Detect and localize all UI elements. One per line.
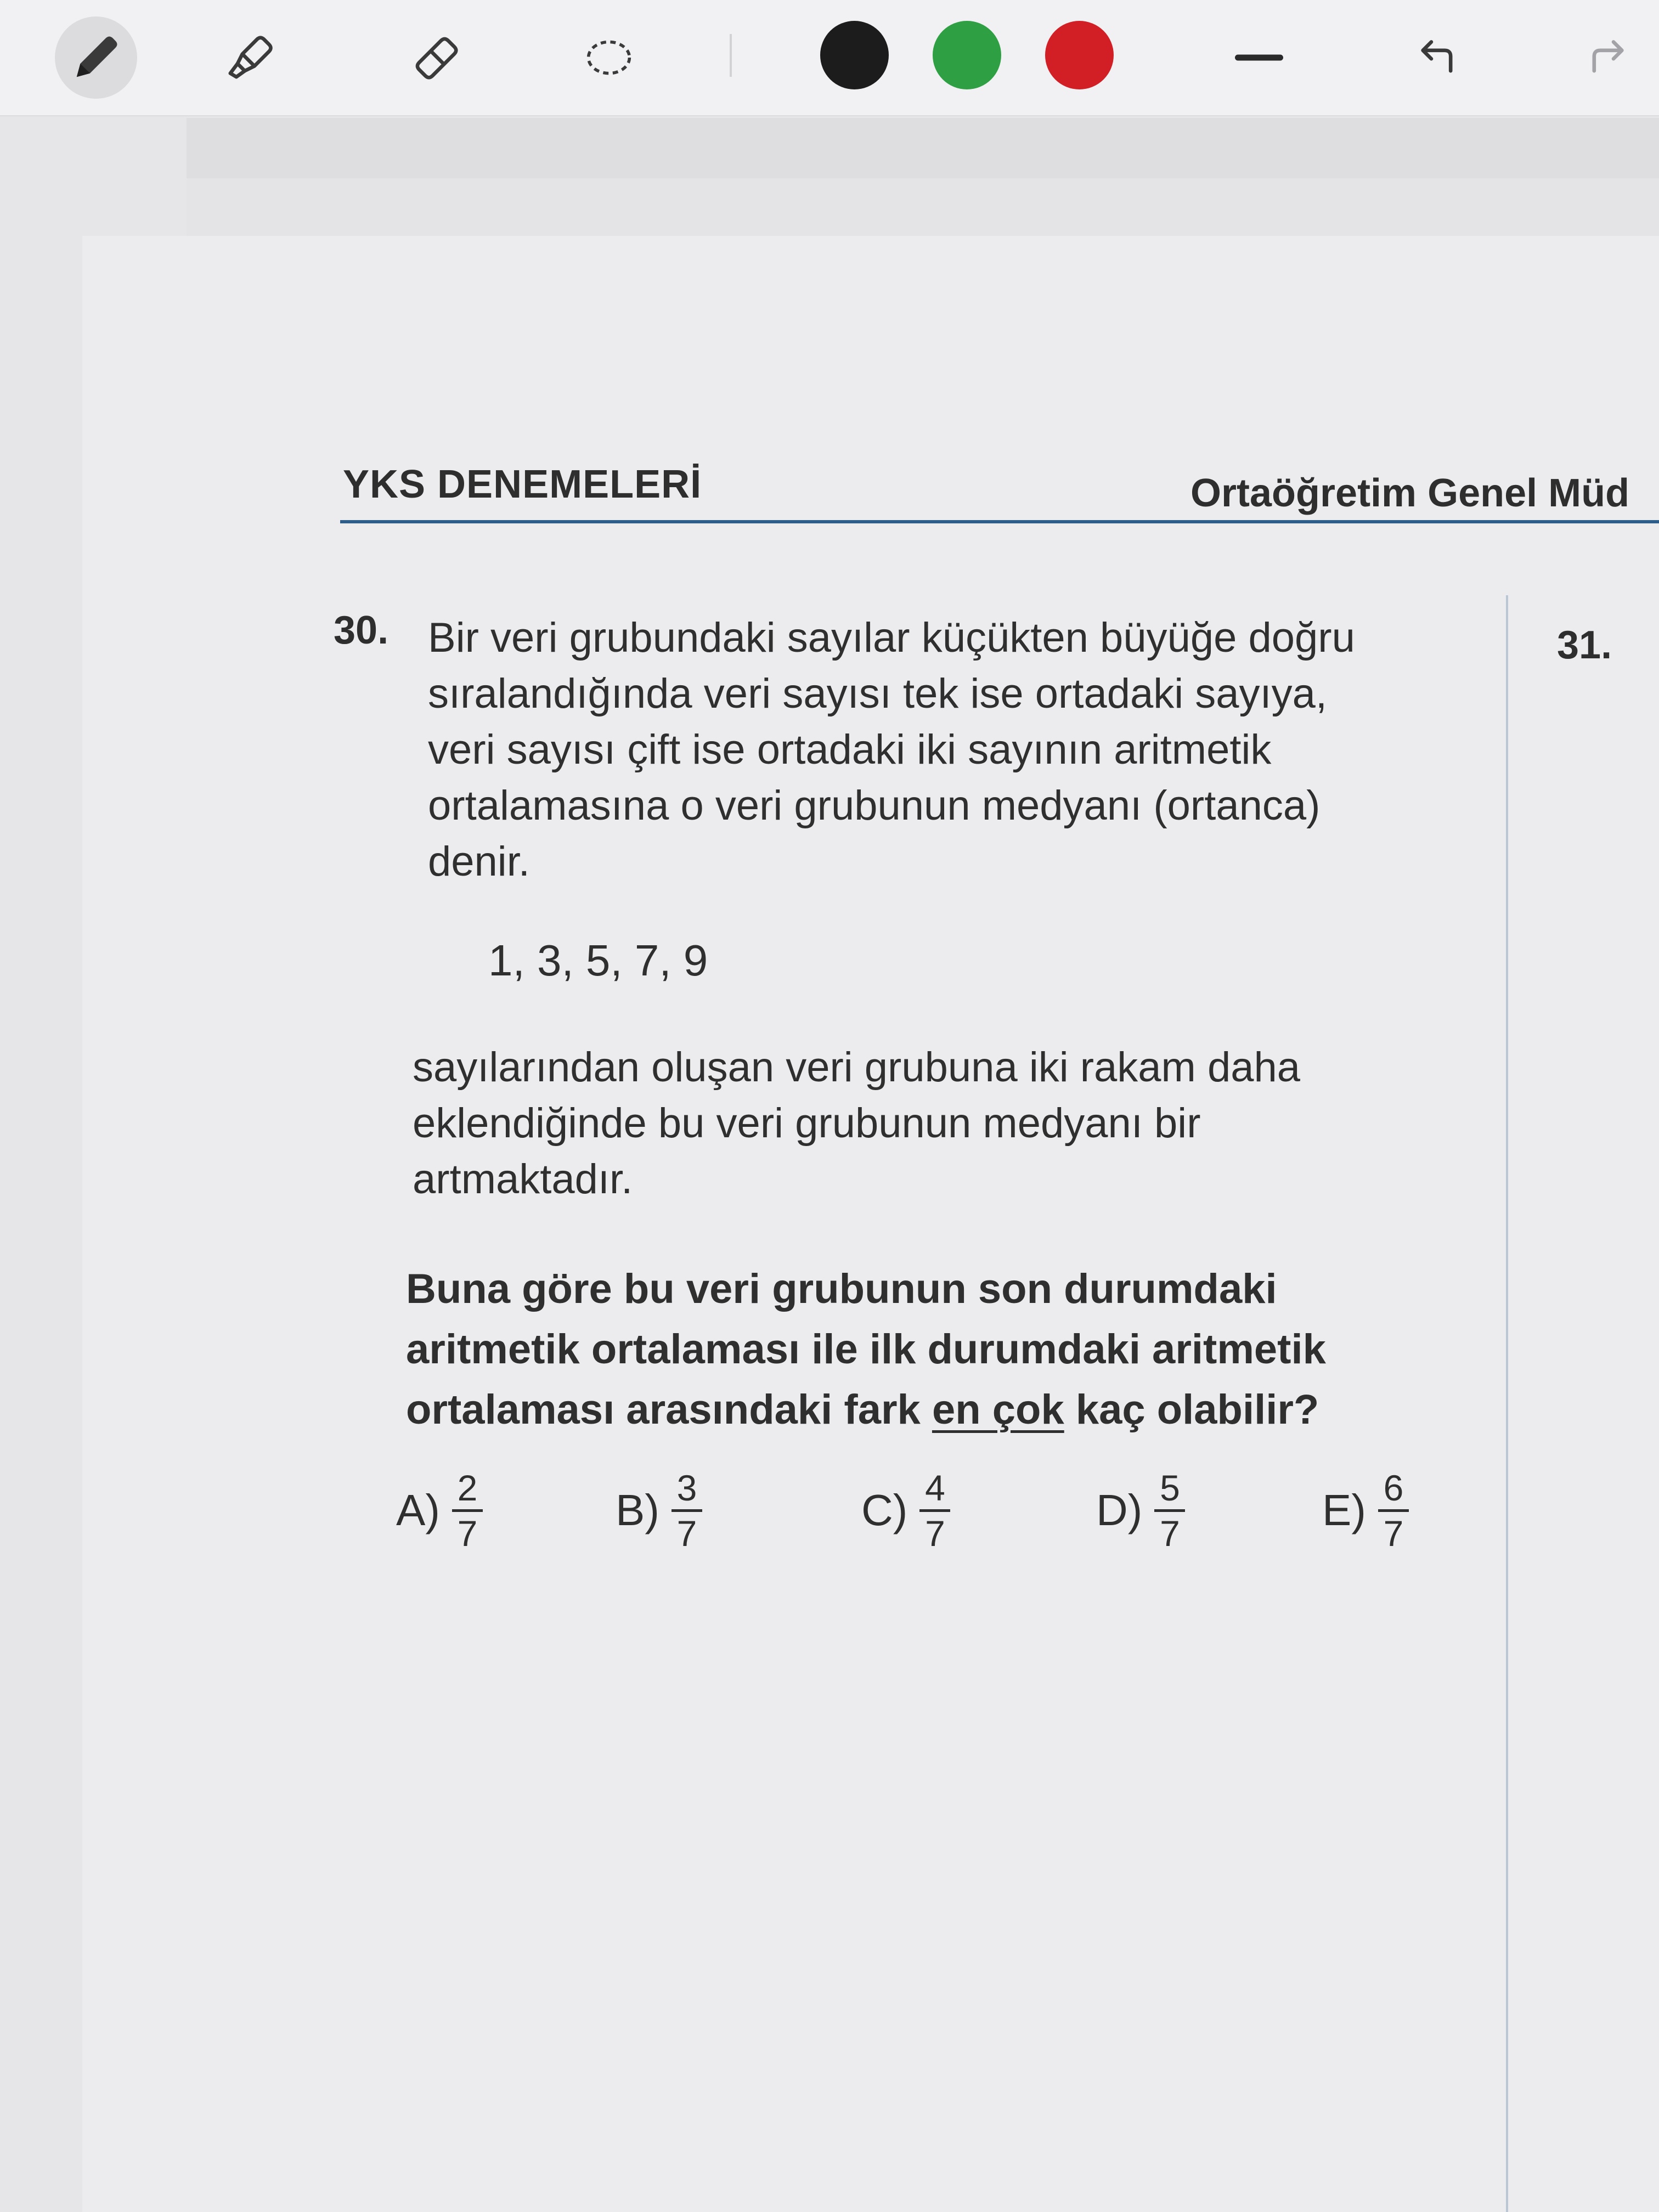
- option-a: [396, 1464, 483, 1557]
- prompt-line: aritmetik ortalaması ile ilk durumdaki aritmetik: [406, 1326, 1326, 1373]
- lasso-icon: [579, 27, 639, 88]
- option-fraction: [919, 1467, 950, 1554]
- color-black-swatch[interactable]: [820, 21, 889, 89]
- redo-button[interactable]: [1566, 16, 1649, 99]
- body-line: sayılarından oluşan veri grubuna iki rakam daha: [413, 1044, 1301, 1091]
- intro-line: ortalamasına o veri grubunun medyanı (ortanca): [428, 782, 1321, 829]
- option-fraction: [452, 1467, 483, 1554]
- question-intro: [428, 610, 1355, 890]
- fraction-bar: [1154, 1509, 1185, 1512]
- intro-line: Bir veri grubundaki sayılar küçükten büyüğe doğru: [428, 614, 1355, 661]
- line-thickness-icon: [1229, 27, 1289, 88]
- option-d: [1096, 1464, 1185, 1557]
- page-strip: [187, 118, 1659, 178]
- document-page: [82, 236, 1659, 2212]
- body-line: eklendiğinde bu veri grubunun medyanı bir: [413, 1100, 1201, 1147]
- option-letter: D): [1096, 1486, 1143, 1534]
- question-body: [413, 1040, 1300, 1207]
- page-strip: [187, 178, 1659, 239]
- option-fraction: [1378, 1467, 1409, 1554]
- lasso-tool-button[interactable]: [568, 16, 650, 99]
- fraction-numerator: 3: [676, 1467, 697, 1508]
- fraction-numerator: 2: [457, 1467, 478, 1508]
- fraction-numerator: 6: [1383, 1467, 1404, 1508]
- redo-icon: [1577, 27, 1638, 88]
- option-fraction: [672, 1467, 702, 1554]
- fraction-bar: [672, 1509, 702, 1512]
- pencil-icon: [66, 27, 126, 88]
- highlighter-tool-button[interactable]: [208, 16, 291, 99]
- exam-title: YKS DENEMELERİ: [343, 462, 702, 506]
- option-e: [1322, 1464, 1409, 1557]
- prompt-line: Buna göre bu veri grubunun son durumdaki: [406, 1266, 1277, 1312]
- prompt-text: ortalaması arasındaki fark: [406, 1386, 932, 1433]
- eraser-tool-button[interactable]: [395, 16, 477, 99]
- column-divider: [1506, 595, 1508, 2212]
- intro-line: veri sayısı çift ise ortadaki iki sayının aritmetik: [428, 726, 1272, 773]
- header-divider: [340, 520, 1659, 523]
- emphasis-text: en çok: [932, 1386, 1064, 1433]
- prompt-line: [406, 1380, 1326, 1440]
- highlighter-icon: [219, 27, 280, 88]
- body-line: artmaktadır.: [413, 1156, 633, 1203]
- question-number: 30.: [334, 608, 389, 652]
- line-thickness-button[interactable]: [1218, 16, 1300, 99]
- toolbar-separator: [730, 34, 732, 77]
- option-fraction: [1154, 1467, 1185, 1554]
- option-letter: B): [616, 1486, 659, 1534]
- question-prompt: [406, 1259, 1326, 1440]
- undo-icon: [1407, 27, 1468, 88]
- color-green-swatch[interactable]: [933, 21, 1001, 89]
- undo-button[interactable]: [1396, 16, 1479, 99]
- fraction-denominator: 7: [1160, 1513, 1180, 1554]
- option-c: [861, 1464, 950, 1557]
- fraction-denominator: 7: [457, 1513, 478, 1554]
- fraction-bar: [1378, 1509, 1409, 1512]
- fraction-denominator: 7: [676, 1513, 697, 1554]
- pen-tool-button[interactable]: [55, 16, 137, 99]
- intro-line: denir.: [428, 838, 530, 885]
- ministry-title: Ortaöğretim Genel Müd: [1190, 471, 1630, 515]
- fraction-denominator: 7: [1383, 1513, 1404, 1554]
- option-letter: A): [396, 1486, 440, 1534]
- prompt-text: kaç olabilir?: [1064, 1386, 1319, 1433]
- intro-line: sıralandığında veri sayısı tek ise ortadaki sayıya,: [428, 670, 1328, 717]
- annotation-toolbar: [0, 0, 1659, 116]
- option-letter: C): [861, 1486, 908, 1534]
- fraction-bar: [452, 1509, 483, 1512]
- fraction-denominator: 7: [925, 1513, 945, 1554]
- color-red-swatch[interactable]: [1045, 21, 1114, 89]
- fraction-numerator: 5: [1160, 1467, 1180, 1508]
- data-sequence: 1, 3, 5, 7, 9: [488, 936, 708, 985]
- eraser-icon: [406, 27, 466, 88]
- option-b: [616, 1464, 702, 1557]
- fraction-numerator: 4: [925, 1467, 945, 1508]
- next-question-number: 31.: [1557, 623, 1612, 667]
- option-letter: E): [1322, 1486, 1366, 1534]
- fraction-bar: [919, 1509, 950, 1512]
